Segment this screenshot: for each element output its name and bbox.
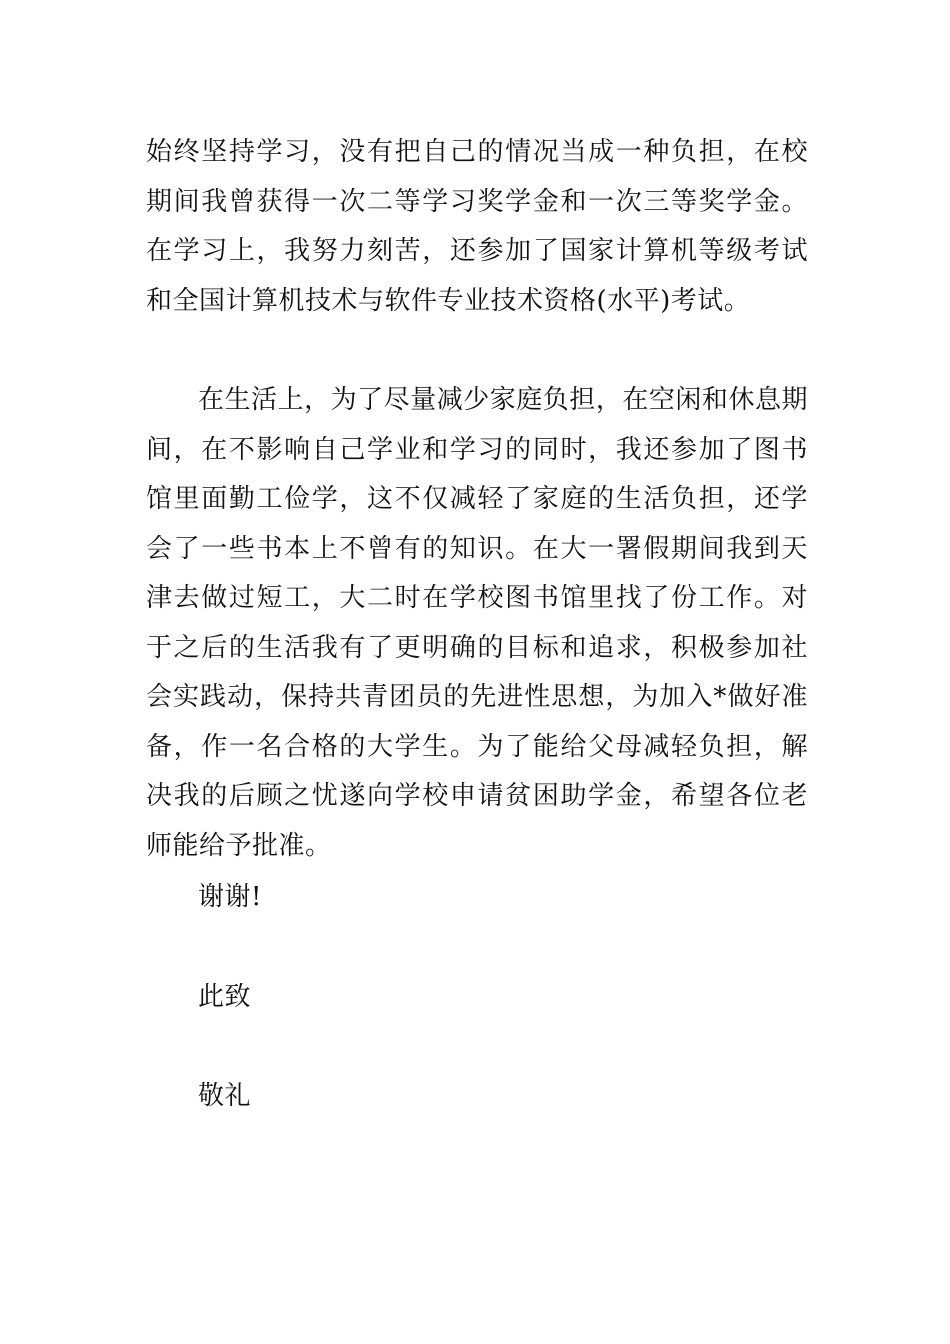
body-paragraph-study: 始终坚持学习，没有把自己的情况当成一种负担，在校期间我曾获得一次二等学习奖学金和一次三等奖学金。在学习上，我努力刻苦，还参加了国家计算机等级考试和全国计算机技术与软件专业技术资格(水平)考试。 xyxy=(146,137,808,316)
body-paragraph-life: 在生活上，为了尽量减少家庭负担，在空闲和休息期间，在不影响自己学业和学习的同时，我还参加了图书馆里面勤工俭学，这不仅减轻了家庭的生活负担，还学会了一些书本上不曾有的知识。在大一署假期间我到天津去做过短工，大二时在学校图书馆里找了份工作。对于之后的生活我有了更明确的目标和追求，积极参加社会实践动，保持共青团员的先进性思想，为加入*做好准备，作一名合格的大学生。为了能给父母减轻负担，解决我的后顾之忧遂向学校申请贫困助学金，希望各位老师能给予批准。 xyxy=(146,385,808,861)
closing-salutation: 此致 xyxy=(198,982,252,1012)
closing-regards: 敬礼 xyxy=(198,1081,252,1111)
closing-thanks: 谢谢! xyxy=(198,882,262,912)
